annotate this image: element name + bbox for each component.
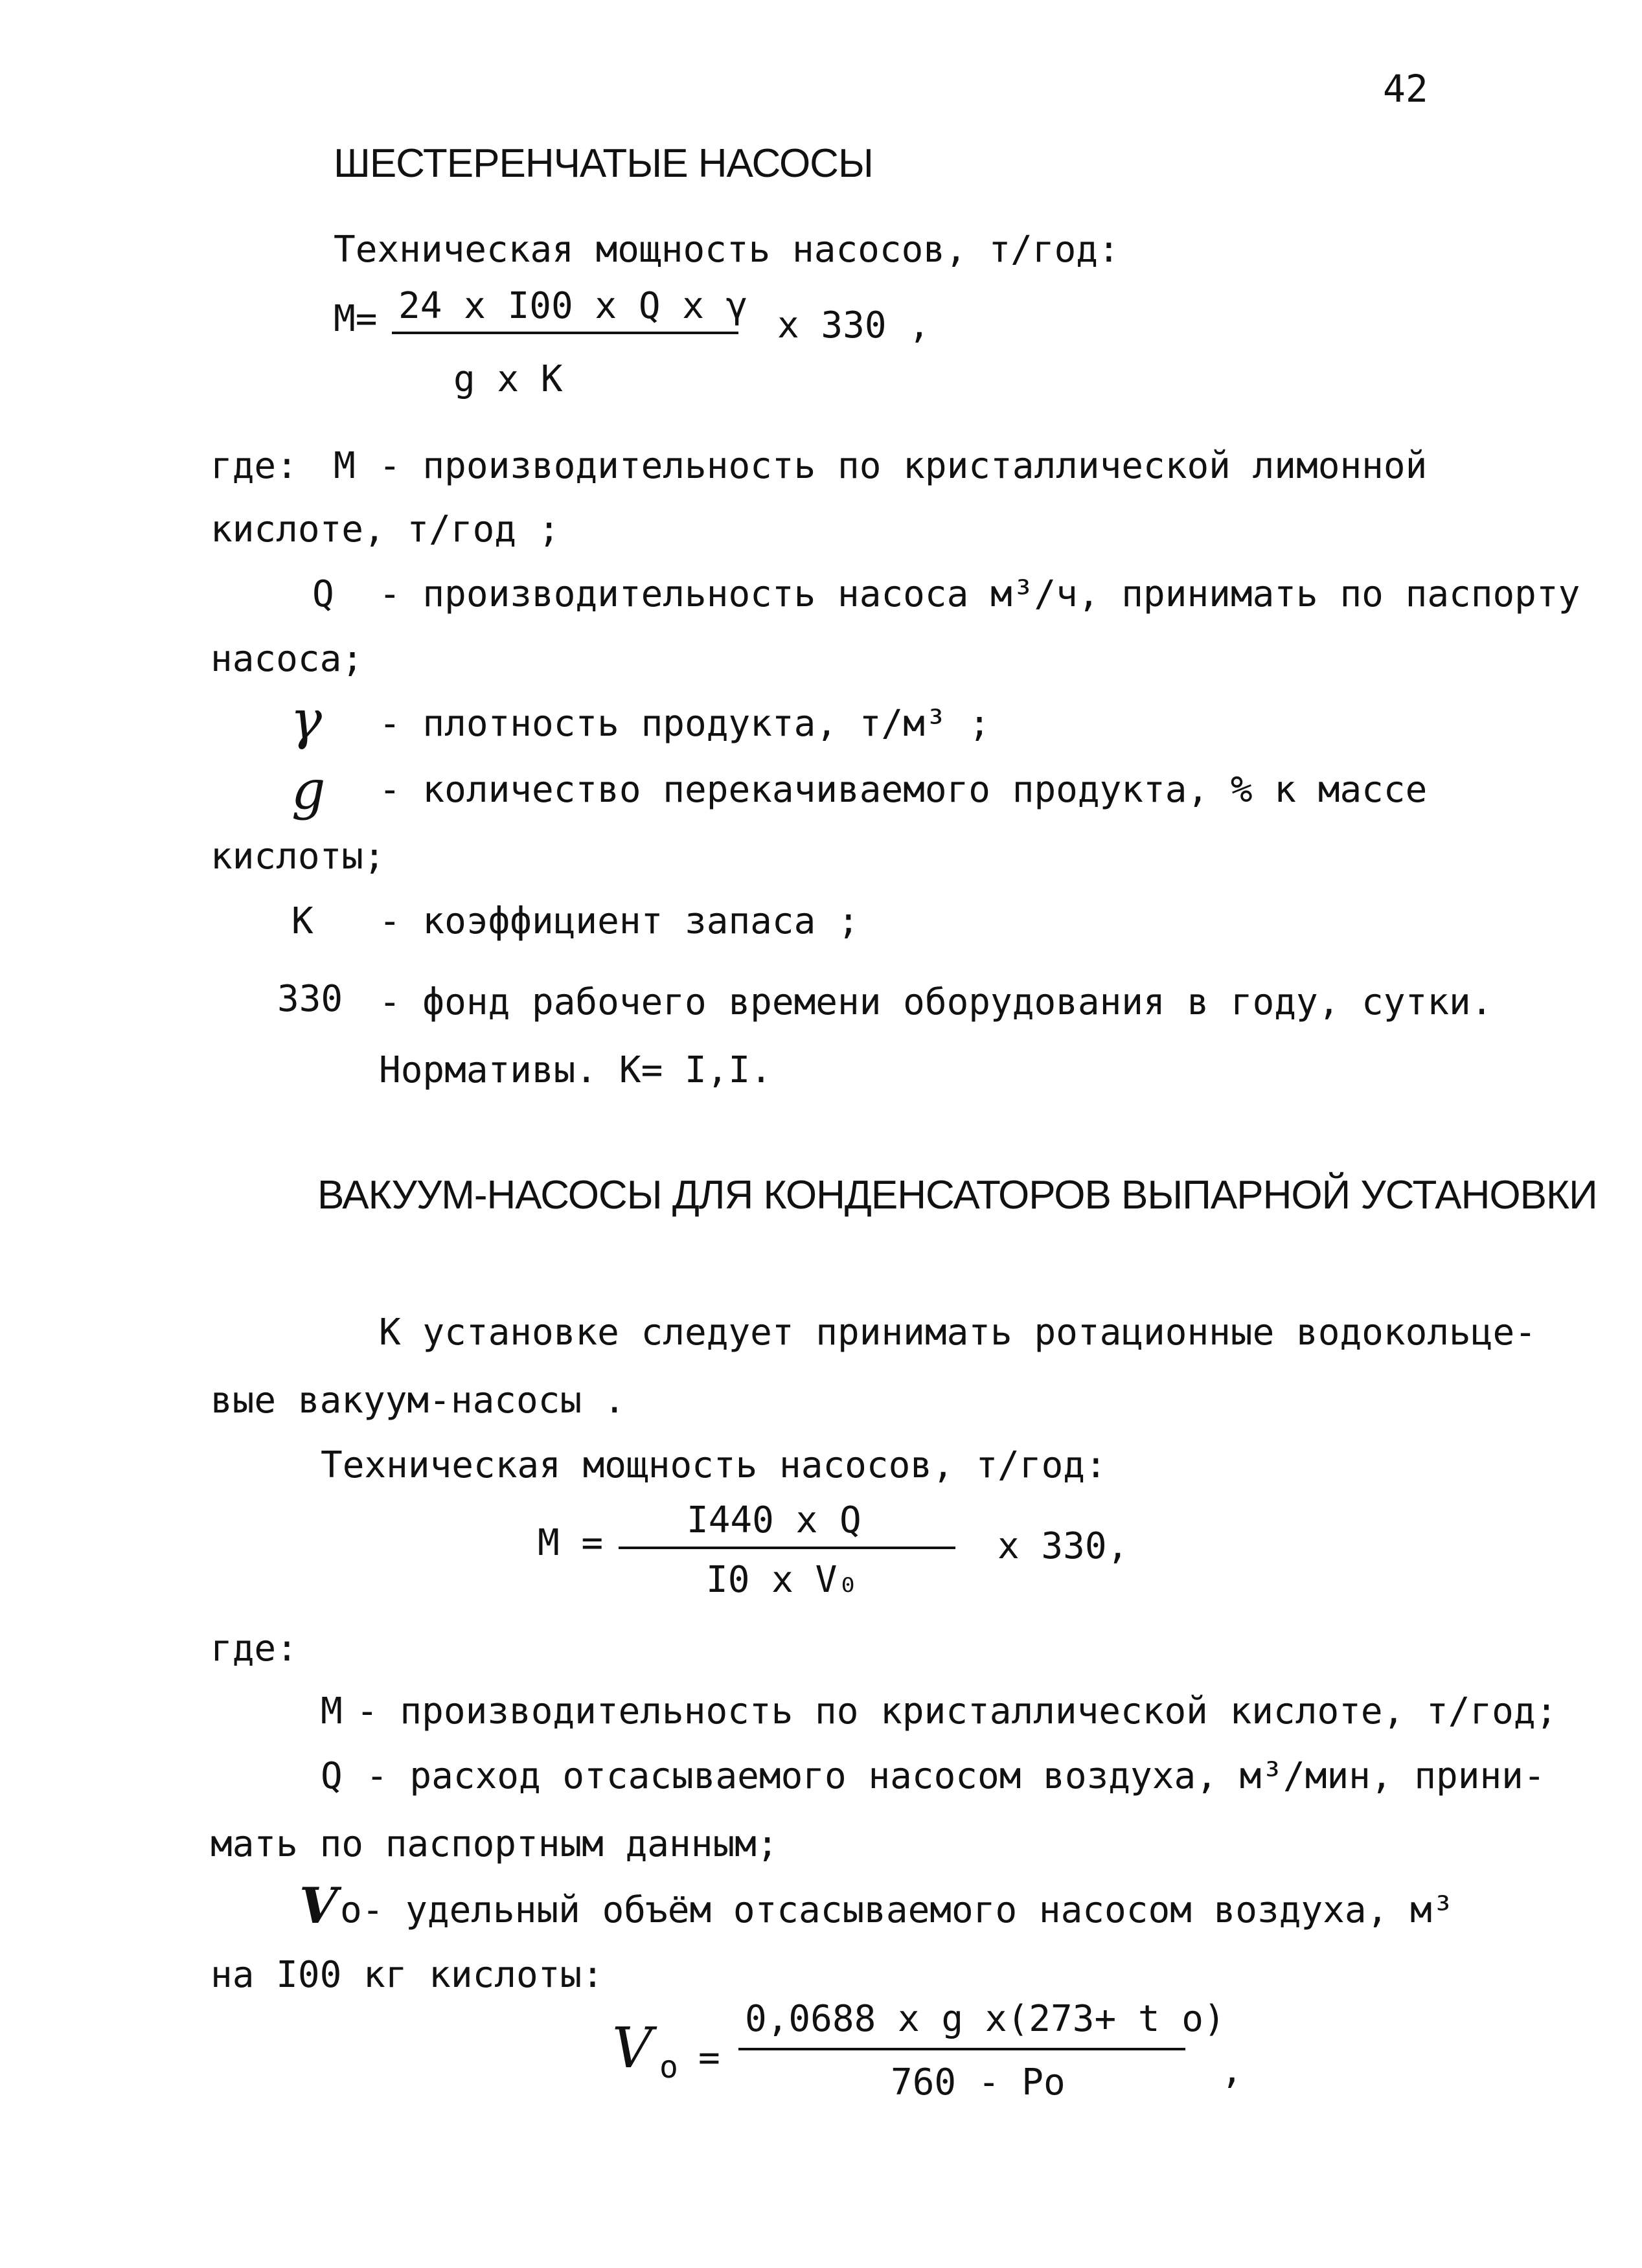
def-text: o- удельный объём отсасываемого насосом воздуха, м³ bbox=[340, 1889, 1454, 1931]
intro-line-1: К установке следует принимать ротационные водокольце- bbox=[379, 1311, 1536, 1354]
intro-text: Техническая мощность насосов, т/год: bbox=[334, 229, 1120, 271]
formula-tail: x 330 , bbox=[777, 304, 931, 346]
fraction-bar bbox=[738, 2048, 1185, 2050]
def-symbol: V bbox=[299, 1877, 337, 1934]
def-text: - фонд рабочего времени оборудования в году, сутки. bbox=[379, 981, 1493, 1023]
fraction-bar bbox=[619, 1547, 955, 1549]
formula-tail: , bbox=[1221, 2050, 1243, 2092]
power-label: Техническая мощность насосов, т/год: bbox=[321, 1444, 1107, 1486]
norms-text: Нормативы. K= I,I. bbox=[379, 1049, 772, 1091]
def-symbol: M bbox=[334, 445, 356, 487]
def-text: - производительность по кристаллической лимонной bbox=[379, 445, 1428, 487]
formula-lhs: M= bbox=[334, 298, 378, 340]
formula-lhs: M = bbox=[538, 1522, 604, 1564]
formula-numerator: 24 x I00 x Q x γ bbox=[398, 285, 748, 327]
section-title-vacuum-pumps: ВАКУУМ-НАСОСЫ ДЛЯ КОНДЕНСАТОРОВ ВЫПАРНОЙ УСТАНОВКИ bbox=[317, 1173, 1597, 1218]
def-symbol: M bbox=[321, 1690, 343, 1732]
formula-denominator: g x K bbox=[453, 358, 563, 400]
def-symbol: 330 bbox=[277, 978, 343, 1020]
formula-lhs: V bbox=[612, 2016, 653, 2081]
formula-denominator: 760 - Po bbox=[891, 2061, 1066, 2104]
fraction-bar bbox=[392, 332, 738, 334]
def-symbol: g bbox=[291, 760, 326, 821]
page-number: 42 bbox=[1383, 67, 1428, 111]
formula-numerator: I440 x Q bbox=[687, 1499, 861, 1541]
def-continuation: кислоты; bbox=[211, 835, 385, 878]
section-title-gear-pumps: ШЕСТЕРЕНЧАТЫЕ НАСОСЫ bbox=[334, 141, 873, 186]
def-symbol: Q bbox=[321, 1755, 343, 1797]
def-continuation: насоса; bbox=[211, 638, 364, 680]
def-continuation: на I00 кг кислоты: bbox=[211, 1954, 604, 1996]
def-symbol: K bbox=[291, 900, 314, 942]
def-text: - расход отсасываемого насосом воздуха, м³/мин, прини- bbox=[366, 1755, 1545, 1797]
formula-numerator: 0,0688 x g x(273+ t o) bbox=[745, 1998, 1226, 2040]
def-text: - производительность по кристаллической кислоте, т/год; bbox=[356, 1690, 1558, 1732]
where-label: где: bbox=[211, 445, 298, 487]
formula-lhs-subscript: o bbox=[659, 2049, 678, 2085]
def-symbol: γ bbox=[290, 690, 323, 751]
def-text: - количество перекачиваемого продукта, % к массе bbox=[379, 769, 1428, 811]
formula-equals: = bbox=[698, 2037, 720, 2079]
def-continuation: кислоте, т/год ; bbox=[211, 508, 560, 550]
def-symbol: Q bbox=[312, 573, 334, 615]
def-text: - коэффициент запаса ; bbox=[379, 900, 860, 942]
def-continuation: мать по паспортным данным; bbox=[211, 1823, 779, 1865]
formula-denominator: I0 x V₀ bbox=[706, 1559, 860, 1601]
where-label: где: bbox=[211, 1627, 298, 1670]
formula-tail: x 330, bbox=[998, 1525, 1129, 1567]
def-text: - производительность насоса м³/ч, принимать по паспорту bbox=[379, 573, 1580, 615]
def-text: - плотность продукта, т/м³ ; bbox=[379, 703, 991, 745]
intro-line-2: вые вакуум-насосы . bbox=[211, 1379, 626, 1422]
